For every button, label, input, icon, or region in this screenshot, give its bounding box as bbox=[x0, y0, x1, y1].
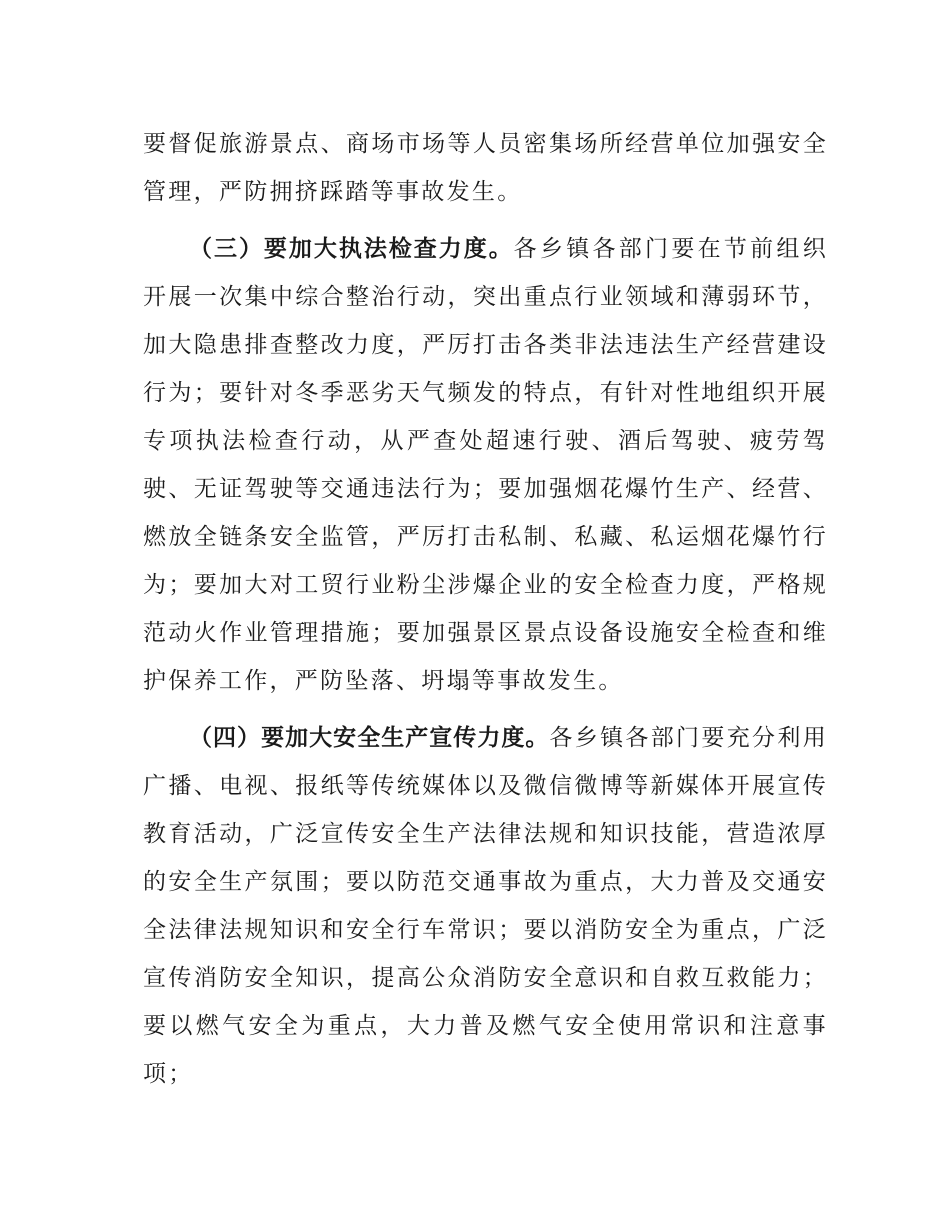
section-heading-3: （三）要加大执法检查力度。 bbox=[189, 236, 514, 262]
paragraph-section-3 bbox=[143, 225, 828, 705]
paragraph-text: 各乡镇各部门要充分利用广播、电视、报纸等传统媒体以及微信微博等新媒体开展宣传教育活动，广泛宣传安全生产法律法规和知识技能，营造浓厚的安全生产氛围；要以防范交通事故为重点，大力普及交通安全法律法规知识和安全行车常识；要以消防安全为重点，广泛宣传消防安全知识，提高公众消防安全意识和自救互救能力；要以燃气安全为重点，大力普及燃气安全使用常识和注意事项； bbox=[143, 725, 828, 1087]
section-heading-4: （四）要加大安全生产宣传力度。 bbox=[189, 725, 550, 751]
document-body bbox=[143, 120, 828, 1107]
paragraph-text: 要督促旅游景点、商场市场等人员密集场所经营单位加强安全管理，严防拥挤踩踏等事故发生。 bbox=[143, 131, 828, 205]
paragraph-section-4 bbox=[143, 714, 828, 1098]
paragraph-continuation bbox=[143, 120, 828, 216]
paragraph-text: 各乡镇各部门要在节前组织开展一次集中综合整治行动，突出重点行业领域和薄弱环节，加大隐患排查整改力度，严厉打击各类非法违法生产经营建设行为；要针对冬季恶劣天气频发的特点，有针对性地组织开展专项执法检查行动，从严查处超速行驶、酒后驾驶、疲劳驾驶、无证驾驶等交通违法行为；要加强烟花爆竹生产、经营、燃放全链条安全监管，严厉打击私制、私藏、私运烟花爆竹行为；要加大对工贸行业粉尘涉爆企业的安全检查力度，严格规范动火作业管理措施；要加强景区景点设备设施安全检查和维护保养工作，严防坠落、坍塌等事故发生。 bbox=[143, 236, 828, 694]
